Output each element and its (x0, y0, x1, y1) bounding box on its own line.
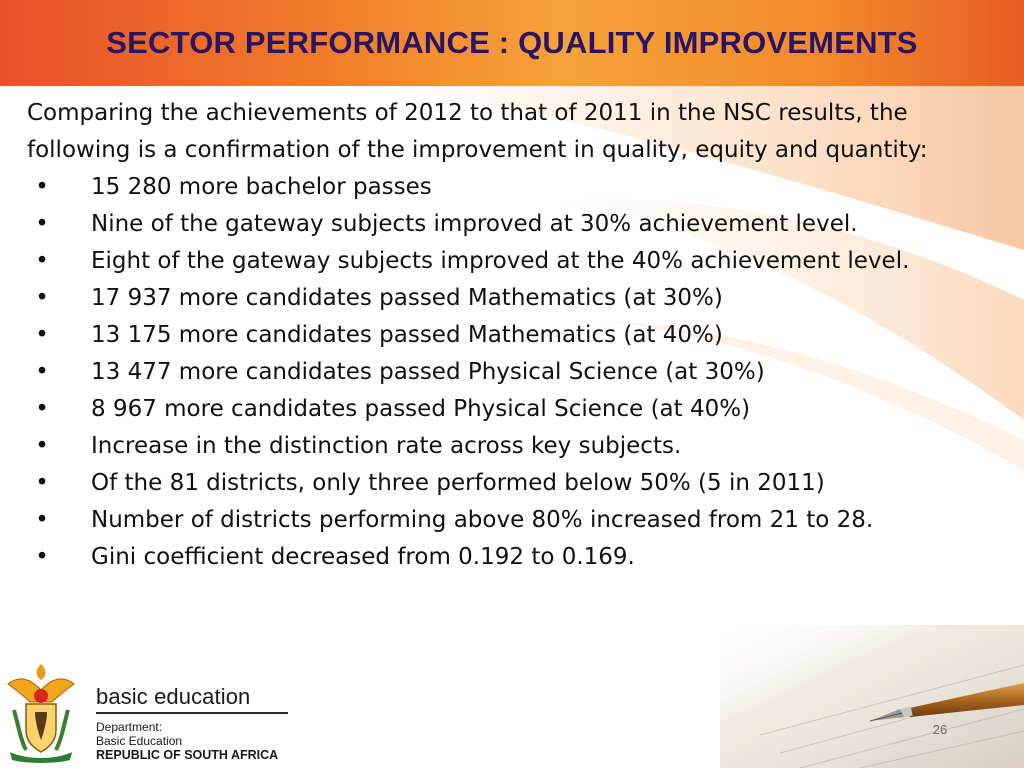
bullet-item (27, 502, 1007, 539)
bullet-item (27, 280, 1007, 317)
org-branding (96, 684, 296, 763)
bullet-text: 13 175 more candidates passed Mathematics (at 40%) (91, 322, 723, 348)
bullet-item (27, 243, 1007, 280)
bullet-text: Of the 81 districts, only three performed below 50% (5 in 2011) (91, 470, 825, 496)
bullet-dot: • (35, 174, 49, 200)
bullet-dot: • (35, 211, 49, 237)
bullet-item (27, 428, 1007, 465)
department-label: Department: (96, 720, 163, 734)
bullet-item (27, 169, 1007, 206)
bullet-text: Number of districts performing above 80% increased from 21 to 28. (91, 507, 874, 533)
org-divider (96, 712, 288, 714)
intro-paragraph: Comparing the achievements of 2012 to that of 2011 in the NSC results, the following is a confirmation of the improvement in quality, equity and quantity: (27, 100, 928, 163)
bullet-list (27, 169, 1007, 576)
fountain-pen-image (720, 625, 1024, 768)
bullet-text: Gini coefficient decreased from 0.192 to 0.169. (91, 544, 635, 570)
bullet-dot: • (35, 285, 49, 311)
bullet-item (27, 391, 1007, 428)
bullet-item (27, 354, 1007, 391)
org-name: basic education (96, 684, 251, 709)
page-number: 26 (932, 722, 948, 737)
bullet-text: 8 967 more candidates passed Physical Science (at 40%) (91, 396, 751, 422)
coat-of-arms-logo (2, 660, 80, 764)
bullet-dot: • (35, 433, 49, 459)
slide-content (27, 95, 1007, 576)
bullet-text: Nine of the gateway subjects improved at 30% achievement level. (91, 211, 858, 237)
bullet-item (27, 539, 1007, 576)
bullet-dot: • (35, 359, 49, 385)
bullet-dot: • (35, 470, 49, 496)
bullet-item (27, 206, 1007, 243)
country-name: REPUBLIC OF SOUTH AFRICA (96, 748, 279, 762)
bullet-item (27, 465, 1007, 502)
bullet-text: Eight of the gateway subjects improved at the 40% achievement level. (91, 248, 910, 274)
bullet-dot: • (35, 248, 49, 274)
department-name: Basic Education (96, 734, 183, 748)
bullet-text: 15 280 more bachelor passes (91, 174, 432, 200)
bullet-text: 13 477 more candidates passed Physical Science (at 30%) (91, 359, 765, 385)
bullet-dot: • (35, 507, 49, 533)
bullet-text: 17 937 more candidates passed Mathematics (at 30%) (91, 285, 723, 311)
bullet-item (27, 317, 1007, 354)
slide-title: SECTOR PERFORMANCE : QUALITY IMPROVEMENTS (106, 25, 918, 60)
bullet-dot: • (35, 322, 49, 348)
bullet-dot: • (35, 544, 49, 570)
bullet-dot: • (35, 396, 49, 422)
bullet-text: Increase in the distinction rate across key subjects. (91, 433, 682, 459)
